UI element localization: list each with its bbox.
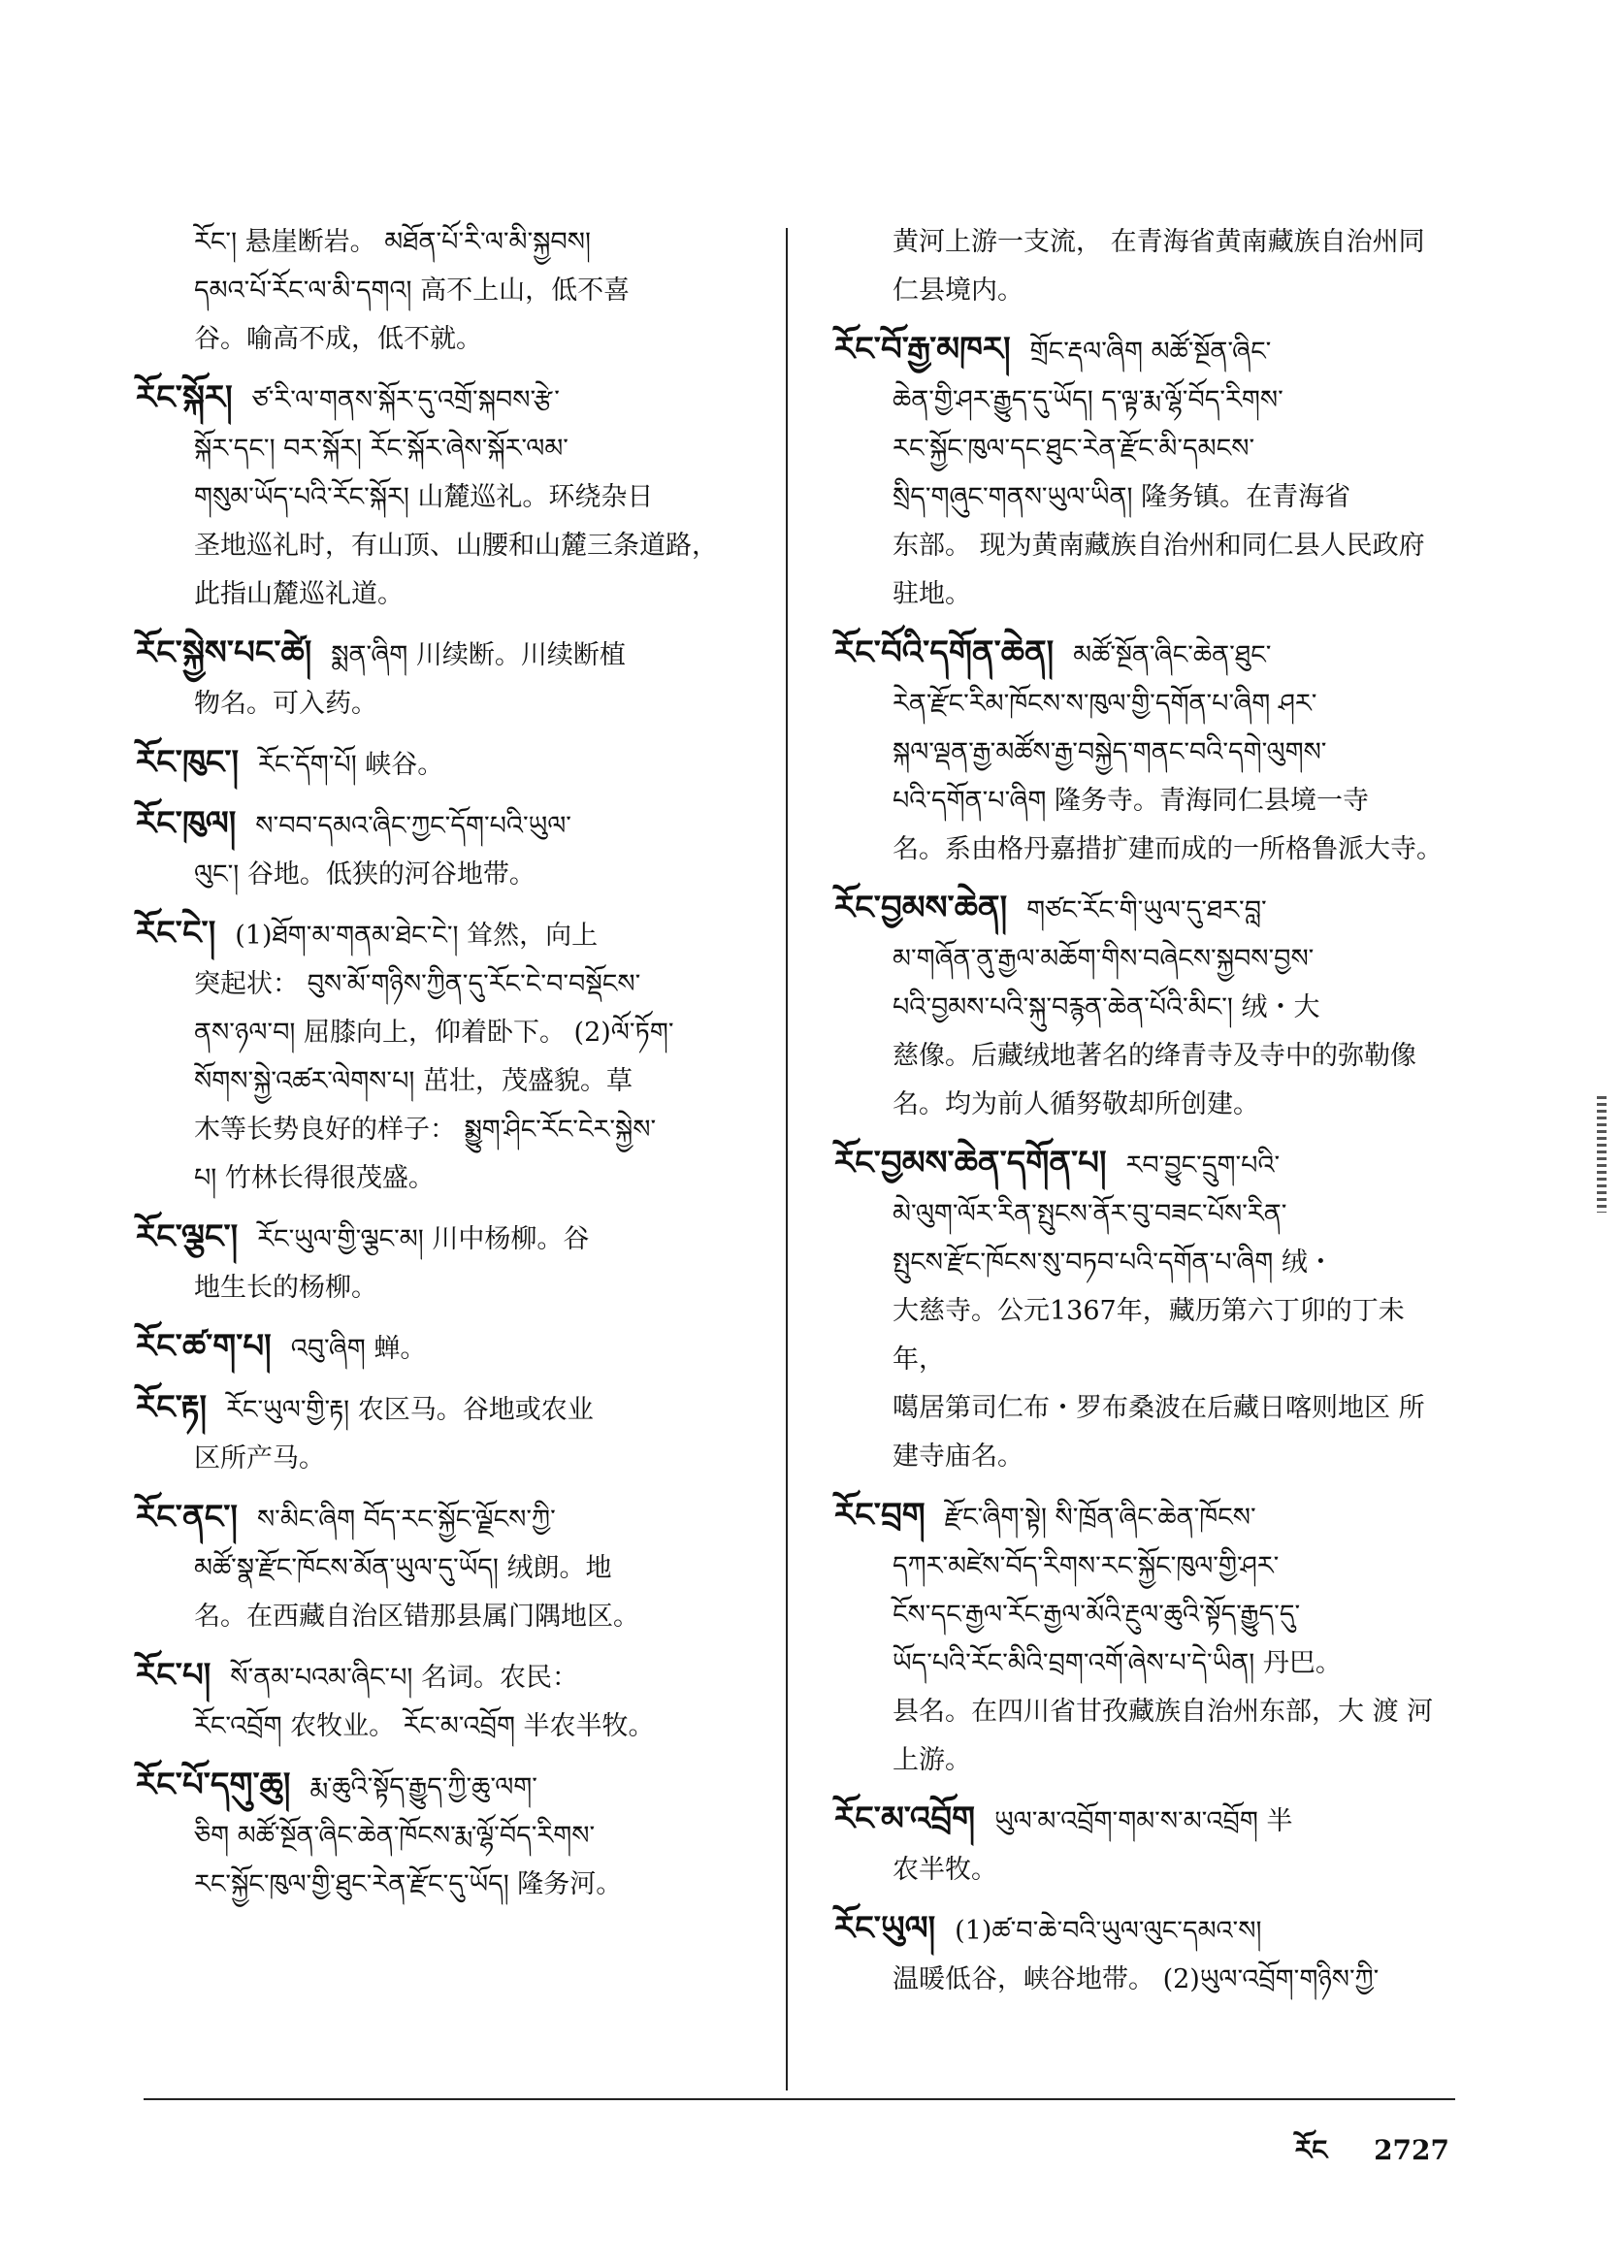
entry-headword: རོང་ཚ་ག་པ། — [136, 1327, 272, 1366]
entry-line: 大慈寺。公元1367年，藏历第六丁卯的丁未年， — [893, 1296, 1405, 1375]
entry-line: པ། 竹林长得很茂盛。 — [194, 1163, 435, 1193]
entry-headword: རོང་ཁུང་། — [136, 743, 240, 782]
entry-line: 东部。 现为黄南藏族自治州和同仁县人民政府 — [893, 531, 1425, 561]
entry-line: ས་བབ་དམའ་ཞིང་ཀྱང་དོག་པའི་ཡུལ་ — [255, 811, 571, 841]
entry-line: སྐལ་ལྡན་རྒྱ་མཚོས་རྒྱ་བསྐྱེད་གནང་བའི་དགེ་ལུགས་ — [893, 737, 1327, 767]
entry-headword: རོང་བོའི་དགོན་ཆེན། — [834, 633, 1055, 672]
entry-line: 仁县境内。 — [893, 275, 1023, 306]
entry-headword: རོང་བོ་རྒྱ་མཁར། — [834, 330, 1011, 369]
entry-line: སྨན་ཞིག 川续断。川续断植 — [331, 640, 626, 670]
dictionary-entry — [136, 373, 766, 619]
dictionary-entry — [834, 1139, 1455, 1481]
entry-line: ནས་ཉལ་བ། 屈膝向上，仰着卧下。 (2)ལོ་ཏོག་ — [194, 1018, 674, 1048]
entry-line: སོགས་སྐྱེ་འཚར་ལེགས་པ། 茁壮，茂盛貌。草 — [194, 1066, 633, 1096]
entry-line: (1)ཐོག་མ་གནམ་ཐེང་ངེ་། 耸然，向上 — [235, 921, 599, 951]
entry-line: 县名。在四川省甘孜藏族自治州东部，大 渡 河 — [893, 1697, 1434, 1727]
entry-line: སྤུངས་རྫོང་ཁོངས་སུ་བཏབ་པའི་དགོན་པ་ཞིག 绒・ — [893, 1247, 1334, 1278]
entry-headword: རོང་པོ་དགུ་ཆུ། — [136, 1766, 291, 1804]
entry-body — [136, 218, 766, 364]
entry-line: ལུང་། 谷地。低狭的河谷地带。 — [194, 859, 536, 890]
entry-line: 区所产马。 — [194, 1443, 325, 1474]
entry-line: མེ་ལུག་ལོར་རིན་སྤུངས་ནོར་བུ་བཟང་པོས་རིན་ — [893, 1199, 1287, 1229]
entry-headword: རོང་སྐྱེས་པང་ཚེ། — [136, 633, 312, 672]
dictionary-entry — [136, 1383, 766, 1483]
entry-line: རང་སྐྱོང་ཁུལ་གྱི་ཐུང་རེན་རྫོང་དུ་ཡོད། 隆务河。 — [194, 1869, 623, 1899]
entry-line: ཙ་རི་ལ་གནས་སྐོར་དུ་འགྲོ་སྐབས་རྩེ་ — [251, 385, 560, 415]
page-number: 2727 — [1374, 2134, 1449, 2166]
entry-line: 此指山麓巡礼道。 — [194, 579, 404, 609]
dictionary-entry — [136, 799, 766, 899]
entry-headword: རོང་སྐོར། — [136, 378, 233, 417]
entry-line: རང་སྐྱོང་ཁུལ་དང་ཐུང་རེན་རྫོང་མི་དམངས་ — [893, 434, 1255, 464]
entry-line: 名。均为前人循努敬却所创建。 — [893, 1089, 1259, 1119]
entry-headword: རོང་ལྕང་། — [136, 1217, 239, 1256]
entry-line: 黄河上游一支流， 在青海省黄南藏族自治州同 — [893, 227, 1425, 257]
dictionary-entry — [136, 738, 766, 790]
entry-line: ཡུལ་མ་འབྲོག་གམ་ས་མ་འབྲོག 半 — [994, 1806, 1293, 1836]
entry-line: འབུ་ཞིག 蝉。 — [290, 1334, 427, 1364]
footer-rule — [144, 2098, 1455, 2100]
entry-line: རབ་བྱུང་དྲུག་པའི་ — [1125, 1150, 1281, 1181]
entry-body — [136, 909, 766, 1203]
right-column — [834, 218, 1455, 2014]
entry-headword: རོང་ཁུལ། — [136, 804, 237, 843]
entry-body — [834, 629, 1455, 874]
dictionary-entry — [136, 1322, 766, 1374]
dictionary-entry — [136, 218, 766, 364]
entry-line: རེན་རྫོང་རིམ་ཁོངས་ས་ཁུལ་གྱི་དགོན་པ་ཞིག ཤར་ — [893, 689, 1317, 719]
entry-line: 突起状： བུས་མོ་གཉིས་ཀྱིན་དུ་རོང་ངེ་བ་བསྡོངས་ — [194, 969, 641, 999]
entry-line: 名。在西藏自治区错那县属门隅地区。 — [194, 1602, 639, 1632]
page-folio — [1295, 2120, 1449, 2196]
entry-line: རོང་འབྲོག 农牧业。 རོང་མ་འབྲོག 半农半牧。 — [194, 1711, 655, 1741]
entry-headword: རོང་ནང་། — [136, 1498, 238, 1537]
entry-line: 物名。可入药。 — [194, 689, 377, 719]
dictionary-entry — [136, 1761, 766, 1909]
entry-body — [834, 1139, 1455, 1481]
dictionary-entry — [136, 909, 766, 1203]
dictionary-entry — [834, 629, 1455, 874]
entry-line: སྲིད་གཞུང་གནས་ཡུལ་ཡིན། 隆务镇。在青海省 — [893, 482, 1351, 512]
entry-body — [136, 1493, 766, 1641]
entry-body — [136, 1213, 766, 1312]
entry-body — [834, 1795, 1455, 1895]
entry-line: 建寺庙名。 — [893, 1442, 1023, 1472]
entry-line: 圣地巡礼时，有山顶、山腰和山麓三条道路， — [194, 531, 718, 561]
dictionary-entry — [834, 884, 1455, 1129]
dictionary-entry — [136, 1493, 766, 1641]
entry-line: ཡོད་པའི་རོང་མིའི་བྲག་འགོ་ཞེས་པ་དེ་ཡིན། 丹巴。 — [893, 1648, 1342, 1678]
entry-body — [136, 799, 766, 899]
entry-line: 驻地。 — [893, 579, 971, 609]
entry-line: རོང་ཡུལ་གྱི་ལྕང་མ། 川中杨柳。谷 — [257, 1224, 590, 1254]
left-column — [136, 218, 766, 1919]
entry-line: སོ་ནམ་པའམ་ཞིང་པ། 名词。农民： — [230, 1663, 578, 1693]
entry-line: རོང་ཡུལ་གྱི་རྟ། 农区马。谷地或农业 — [226, 1395, 594, 1425]
entry-line: 谷。喻高不成，低不就。 — [194, 324, 482, 354]
running-head: རོང — [1294, 2134, 1328, 2166]
dictionary-entry — [834, 1795, 1455, 1895]
entry-line: 温暖低谷，峡谷地带。 (2)ཡུལ་འབྲོག་གཉིས་ཀྱི་ — [893, 1964, 1380, 1994]
entry-line: མཚོ་སྣ་རྫོང་ཁོངས་མོན་ཡུལ་དུ་ཡོད། 绒朗。地 — [194, 1553, 612, 1583]
entry-line: ཆེན་གྱི་ཤར་རྒྱུད་དུ་ཡོད། ད་ལྟ་རྨ་ལྷོ་བོད་རིགས་ — [893, 385, 1283, 415]
entry-line: གྲོང་རྡལ་ཞིག མཚོ་སྔོན་ཞིང་ — [1029, 337, 1272, 367]
dictionary-entry — [136, 1651, 766, 1751]
entry-line: རྨ་ཆུའི་སྟོད་རྒྱུད་ཀྱི་ཆུ་ལག་ — [309, 1772, 537, 1802]
entry-body — [834, 218, 1455, 315]
entry-body — [136, 629, 766, 729]
entry-headword: རོང་རྟ། — [136, 1388, 208, 1427]
entry-line: དམའ་པོ་རོང་ལ་མི་དགའ། 高不上山，低不喜 — [194, 275, 631, 306]
entry-headword: རོང་བྲག — [834, 1496, 926, 1535]
entry-line: 噶居第司仁布・罗布桑波在后藏日喀则地区 所 — [893, 1393, 1425, 1423]
entry-headword: རོང་ཡུལ། — [834, 1909, 936, 1948]
entry-body — [834, 884, 1455, 1129]
entry-headword: རོང་བྱམས་ཆེན། — [834, 889, 1008, 927]
entry-line: 农半牧。 — [893, 1855, 997, 1885]
entry-body — [834, 1491, 1455, 1785]
entry-headword: རོང་ངེ་། — [136, 914, 216, 953]
entry-headword: རོང་མ་འབྲོག — [834, 1799, 976, 1838]
entry-body — [834, 1904, 1455, 2004]
entry-line: 地生长的杨柳。 — [194, 1273, 377, 1303]
dictionary-entry — [834, 1904, 1455, 2004]
entry-line: 慈像。后藏绒地著名的绛青寺及寺中的弥勒像 — [893, 1041, 1416, 1071]
entry-line: 名。系由格丹嘉措扩建而成的一所格鲁派大寺。 — [893, 834, 1443, 864]
entry-body — [136, 738, 766, 790]
entry-line: སྐོར་དང་། བར་སྐོར། རོང་སྐོར་ཞེས་སྐོར་ལམ་ — [194, 434, 568, 464]
entry-line: མ་གཞོན་ནུ་རྒྱལ་མཆོག་གིས་བཞེངས་སྐྱབས་བྱས་ — [893, 944, 1315, 974]
entry-line: གསུམ་ཡོད་པའི་རོང་སྐོར། 山麓巡礼。环绕杂日 — [194, 482, 654, 512]
entry-line: (1)ཚ་བ་ཆེ་བའི་ཡུལ་ལུང་དམའ་ས། — [955, 1916, 1262, 1946]
entry-line: གཙང་རོང་གི་ཡུལ་དུ་ཐར་བླ་ — [1026, 895, 1267, 925]
entry-line: པའི་བྱམས་པའི་སྐུ་བརྙན་ཆེན་པོའི་མིང་། 绒・大 — [893, 992, 1320, 1022]
entry-line: 木等长势良好的样子： སྨྱུག་ཤིང་རོང་ངེར་སྐྱེས་ — [194, 1115, 657, 1145]
dictionary-entry — [136, 1213, 766, 1312]
entry-line: 上游。 — [893, 1745, 971, 1775]
entry-line: རོང་དོག་པོ། 峡谷。 — [258, 750, 444, 780]
entry-line: དཀར་མཛེས་བོད་རིགས་རང་སྐྱོང་ཁུལ་གྱི་ཤར་ — [893, 1551, 1280, 1581]
column-divider — [786, 228, 788, 2090]
dictionary-entry — [834, 325, 1455, 619]
entry-line: ཅིག མཚོ་སྔོན་ཞིང་ཆེན་ཁོངས་རྨ་ལྷོ་བོད་རིགས་ — [194, 1821, 596, 1851]
entry-line: རོང་། 悬崖断岩。 མཐོན་པོ་རི་ལ་མི་སྐྱབས། — [194, 227, 591, 257]
entry-line: པའི་དགོན་པ་ཞིག 隆务寺。青海同仁县境一寺 — [893, 786, 1369, 816]
entry-line: མཚོ་སྔོན་ཞིང་ཆེན་ཐུང་ — [1073, 640, 1272, 670]
entry-body — [136, 1651, 766, 1751]
entry-line: ངོས་དང་རྒྱལ་རོང་རྒྱལ་མོའི་རྔུལ་ཆུའི་སྟོད་རྒྱུད་དུ་ — [893, 1600, 1301, 1630]
entry-body — [136, 1322, 766, 1374]
dictionary-entry — [136, 629, 766, 729]
margin-mark — [1597, 1096, 1607, 1213]
entry-line: རྫོང་ཞིག་སྟེ། སི་ཁྲོན་ཞིང་ཆེན་ཁོངས་ — [944, 1503, 1256, 1533]
entry-headword: རོང་པ། — [136, 1656, 211, 1695]
entry-headword: རོང་བྱམས་ཆེན་དགོན་པ། — [834, 1144, 1107, 1183]
dictionary-entry — [834, 1491, 1455, 1785]
entry-body — [136, 1383, 766, 1483]
entry-body — [834, 325, 1455, 619]
entry-body — [136, 1761, 766, 1909]
entry-line: ས་མིང་ཞིག བོད་རང་སྐྱོང་ལྗོངས་ཀྱི་ — [256, 1505, 556, 1535]
entry-body — [136, 373, 766, 619]
dictionary-entry — [834, 218, 1455, 315]
